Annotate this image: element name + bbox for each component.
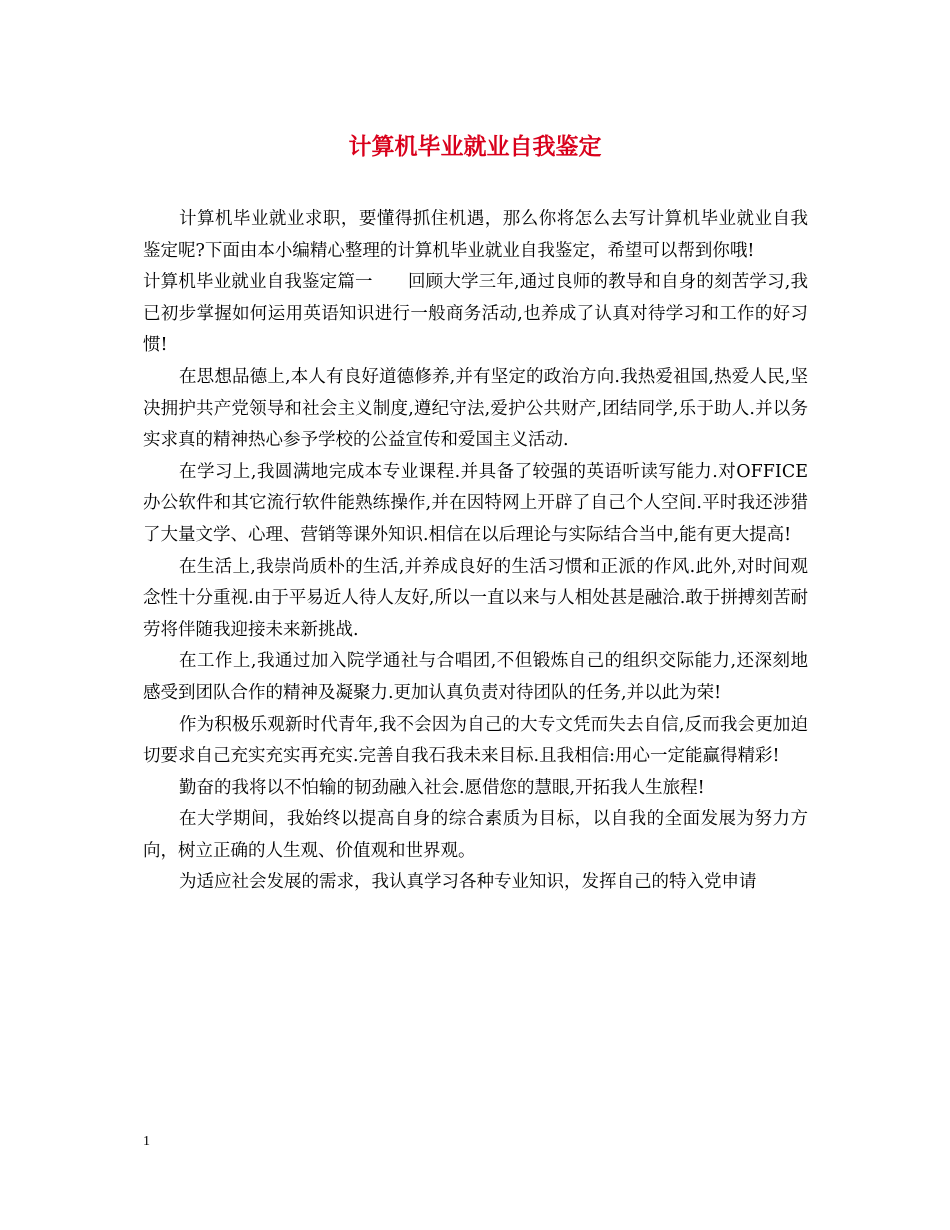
paragraph-life: 在生活上,我崇尚质朴的生活,并养成良好的生活习惯和正派的作风.此外,对时间观念性十分重视.由于平易近人待人友好,所以一直以来与人相处甚是融洽.敢于拼搏刻苦耐劳将伴随我迎接未来新挑战. — [143, 556, 808, 640]
paragraph-ideology: 在思想品德上,本人有良好道德修养,并有坚定的政治方向.我热爱祖国,热爱人民,坚决拥护共产党领导和社会主义制度,遵纪守法,爱护公共财产,团结同学,乐于助人.并以务实求真的精神热心参予学校的公益宣传和爱国主义活动. — [143, 366, 808, 451]
document-body — [143, 204, 808, 899]
paragraph-adapt: 为适应社会发展的需求，我认真学习各种专业知识，发挥自己的特入党申请 — [179, 872, 757, 893]
page-number: 1 — [143, 1134, 150, 1149]
paragraph-study: 在学习上,我圆满地完成本专业课程.并具备了较强的英语听读写能力.对OFFICE办公软件和其它流行软件能熟练操作,并在因特网上开辟了自己个人空间.平时我还涉猎了大量文学、心理、营销等课外知识.相信在以后理论与实际结合当中,能有更大提高! — [143, 461, 808, 545]
paragraph-work: 在工作上,我通过加入院学通社与合唱团,不但锻炼自己的组织交际能力,还深刻地感受到团队合作的精神及凝聚力.更加认真负责对待团队的任务,并以此为荣! — [143, 651, 808, 703]
document-title: 计算机毕业就业自我鉴定 — [348, 134, 602, 160]
paragraph-intro: 计算机毕业就业求职，要懂得抓住机遇，那么你将怎么去写计算机毕业就业自我鉴定呢?下面由本小编精心整理的计算机毕业就业自我鉴定，希望可以帮到你哦! — [143, 209, 808, 261]
paragraph-section-one: 计算机毕业就业自我鉴定篇一 回顾大学三年,通过良师的教导和自身的刻苦学习,我已初步掌握如何运用英语知识进行一般商务活动,也养成了认真对待学习和工作的好习惯! — [143, 272, 808, 356]
paragraph-diligence: 勤奋的我将以不怕输的韧劲融入社会.愿借您的慧眼,开拓我人生旅程! — [179, 777, 705, 798]
paragraph-optimism: 作为积极乐观新时代青年,我不会因为自己的大专文凭而失去自信,反而我会更加迫切要求自己充实充实再充实.完善自我石我未来目标.且我相信:用心一定能赢得精彩! — [143, 714, 808, 767]
paragraph-university: 在大学期间，我始终以提高自身的综合素质为目标，以自我的全面发展为努力方向，树立正确的人生观、价值观和世界观。 — [143, 809, 808, 861]
